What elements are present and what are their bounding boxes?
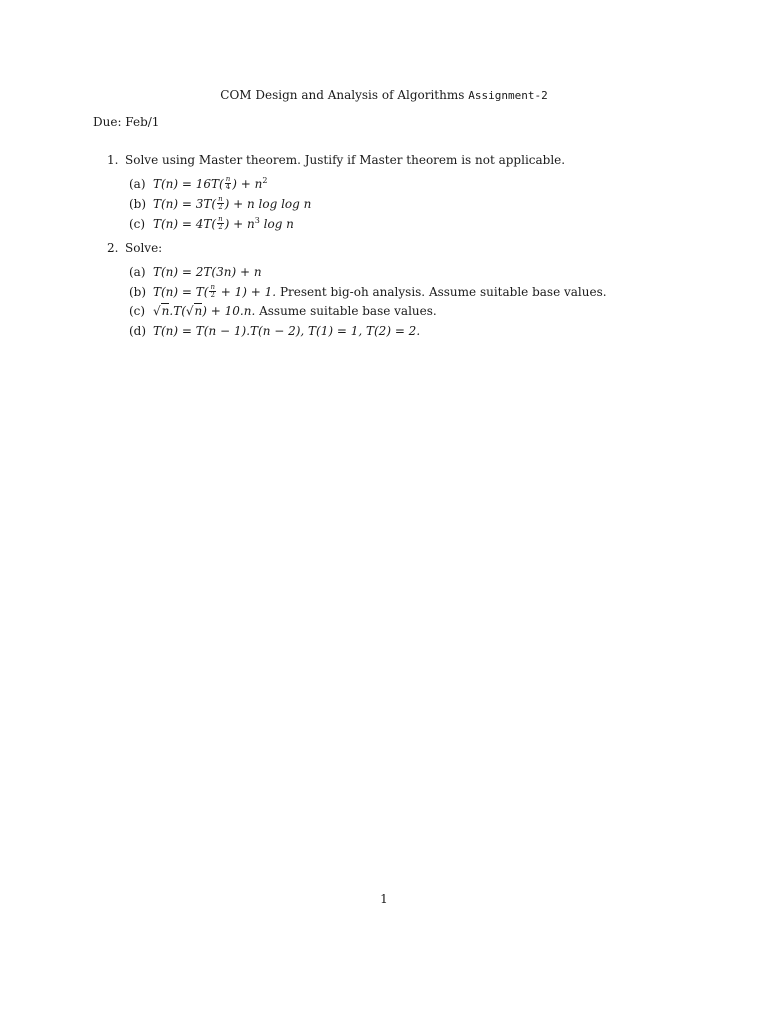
question-2-part-d: [129, 324, 420, 338]
equation-lhs: T(n) = 3T(: [153, 197, 217, 211]
equation-rest: + 1) + 1.: [216, 285, 277, 299]
equation: T(n) = T(n − 1).T(n − 2), T(1) = 1, T(2) = 2.: [153, 324, 421, 338]
question-2-part-c: [129, 304, 437, 318]
part-label: (a): [129, 265, 146, 279]
fraction-denominator: 2: [218, 223, 223, 231]
question-2: [107, 241, 162, 255]
fraction: [225, 176, 232, 191]
question-1-part-a: [129, 177, 267, 192]
fraction-denominator: 4: [225, 183, 231, 191]
fraction-numerator: n: [218, 215, 223, 223]
page-title: [0, 88, 768, 102]
fraction-numerator: n: [218, 195, 223, 203]
exponent: 2: [262, 176, 268, 185]
equation-lhs: T(n) = 4T(: [153, 217, 217, 231]
question-text: Solve using Master theorem. Justify if Master theorem is not applicable.: [125, 153, 566, 167]
equation-rest: ) + n: [232, 177, 263, 191]
sqrt-argument: n: [161, 304, 170, 318]
question-1-part-b: [129, 197, 311, 212]
equation-lhs: T(n) = T(: [153, 285, 209, 299]
sqrt-argument: n: [194, 304, 203, 318]
equation-lhs: T(n) = 16T(: [153, 177, 224, 191]
part-label: (b): [129, 285, 147, 299]
part-label: (c): [129, 217, 146, 231]
page-number: 1: [380, 892, 388, 906]
question-2-part-a: [129, 265, 262, 279]
due-date: Due: Feb/1: [93, 115, 160, 129]
fraction: [217, 196, 224, 211]
course-title: COM Design and Analysis of Algorithms: [220, 88, 465, 102]
part-label: (b): [129, 197, 147, 211]
fraction-denominator: 2: [218, 203, 223, 211]
question-1: [107, 153, 565, 167]
question-text: Solve:: [125, 241, 163, 255]
question-number: 1.: [107, 153, 119, 167]
fraction-numerator: n: [225, 175, 231, 183]
sqrt-sign: √: [153, 304, 161, 318]
exponent: 3: [254, 216, 260, 225]
fraction-denominator: 2: [210, 291, 215, 299]
equation-rest: ) + n: [224, 217, 255, 231]
part-label: (a): [129, 177, 146, 191]
fraction-numerator: n: [210, 283, 215, 291]
fraction: [217, 216, 224, 231]
instruction-text: Present big-oh analysis. Assume suitable base values.: [276, 285, 607, 299]
part-label: (c): [129, 304, 146, 318]
question-1-part-c: [129, 217, 294, 232]
equation: T(n) = 2T(3n) + n: [153, 265, 262, 279]
question-number: 2.: [107, 241, 119, 255]
equation-rest: ) + 10.n.: [202, 304, 256, 318]
sqrt-sign: √: [185, 304, 194, 318]
instruction-text: Assume suitable base values.: [255, 304, 437, 318]
equation-mid: .T(: [169, 304, 186, 318]
assignment-label: Assignment-2: [468, 89, 548, 102]
part-label: (d): [129, 324, 147, 338]
equation-tail: log n: [259, 217, 294, 231]
fraction: [209, 284, 216, 299]
question-2-part-b: [129, 285, 607, 300]
equation-rest: ) + n log log n: [224, 197, 312, 211]
